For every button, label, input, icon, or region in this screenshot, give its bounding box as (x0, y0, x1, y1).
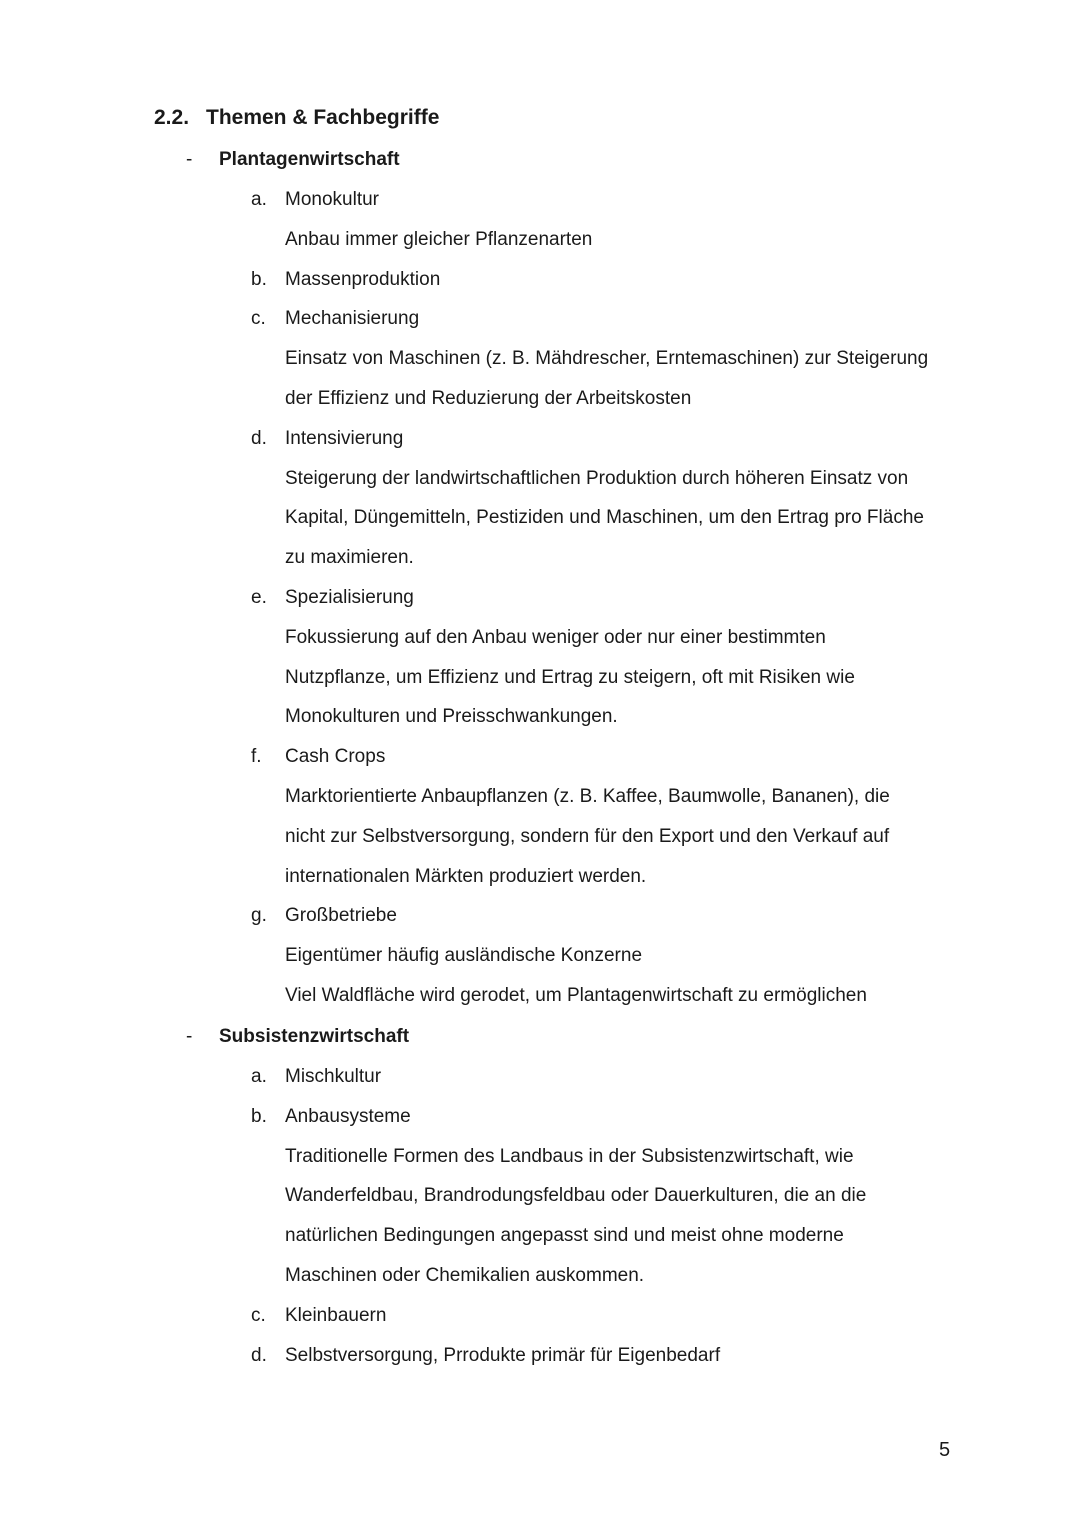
term-text: Kleinbauern (285, 1304, 387, 1326)
list-item (0, 419, 1080, 578)
term-description-line (0, 220, 1080, 260)
topic-title-text: Plantagenwirtschaft (219, 149, 400, 170)
term-description-line (0, 498, 1080, 538)
list-marker: a. (251, 1066, 267, 1087)
term-heading (0, 1097, 1080, 1137)
term-description-line (0, 936, 1080, 976)
description-text: Wanderfeldbau, Brandrodungsfeldbau oder Dauerkulturen, die an die (285, 1185, 867, 1207)
term-description-line (0, 697, 1080, 737)
term-description-line (0, 538, 1080, 578)
description-text: Marktorientierte Anbaupflanzen (z. B. Kaffee, Baumwolle, Bananen), die (285, 785, 890, 807)
topic-title (186, 140, 400, 180)
list-item (0, 180, 1080, 260)
description-text: Fokussierung auf den Anbau weniger oder nur einer bestimmten (285, 626, 826, 648)
description-text: zu maximieren. (285, 547, 414, 569)
term-description-line (0, 777, 1080, 817)
page-number: 5 (939, 1439, 951, 1461)
term-text: Anbausysteme (285, 1105, 411, 1127)
description-text: natürlichen Bedingungen angepasst sind und meist ohne moderne (285, 1225, 844, 1247)
term-heading (0, 737, 1080, 777)
term-description-line (0, 379, 1080, 419)
term-text: Großbetriebe (285, 905, 397, 927)
description-text: Viel Waldfläche wird gerodet, um Plantagenwirtschaft zu ermöglichen (285, 984, 867, 1006)
term-text: Mechanisierung (285, 308, 420, 330)
list-marker: d. (251, 1344, 267, 1366)
section-number: 2.2. (154, 106, 190, 129)
description-text: Einsatz von Maschinen (z. B. Mähdrescher, Erntemaschinen) zur Steigerung (285, 348, 929, 370)
dash-bullet: - (186, 149, 193, 170)
description-text: Monokulturen und Preisschwankungen. (285, 706, 618, 728)
term-heading (0, 1057, 1080, 1097)
description-text: der Effizienz und Reduzierung der Arbeitskosten (285, 387, 692, 409)
list-item (0, 1336, 1080, 1376)
term-heading (0, 896, 1080, 936)
list-item (0, 1296, 1080, 1336)
list-marker: c. (251, 1304, 266, 1326)
list-marker: b. (251, 268, 267, 290)
term-text: Spezialisierung (285, 586, 414, 608)
list-item (0, 578, 1080, 737)
term-heading (0, 299, 1080, 339)
term-description-line (0, 1256, 1080, 1296)
topic-title-text: Subsistenzwirtschaft (219, 1026, 410, 1047)
description-text: internationalen Märkten produziert werden. (285, 865, 647, 887)
term-description-line (0, 976, 1080, 1016)
list-item (0, 1057, 1080, 1097)
term-text: Monokultur (285, 189, 379, 210)
term-text: Intensivierung (285, 427, 404, 449)
list-marker: b. (251, 1105, 267, 1127)
description-text: nicht zur Selbstversorgung, sondern für den Export und den Verkauf auf (285, 825, 890, 847)
term-description-line (0, 857, 1080, 897)
term-list (0, 180, 1080, 1016)
term-heading (0, 260, 1080, 300)
term-heading (0, 180, 1080, 220)
description-text: Eigentümer häufig ausländische Konzerne (285, 945, 643, 967)
term-text: Cash Crops (285, 746, 386, 768)
term-description-line (0, 1137, 1080, 1177)
list-marker: f. (251, 746, 262, 768)
list-item (0, 1097, 1080, 1296)
description-text: Traditionelle Formen des Landbaus in der Subsistenzwirtschaft, wie (285, 1145, 854, 1167)
term-heading (0, 578, 1080, 618)
term-description-line (0, 1176, 1080, 1216)
section-title: Themen & Fachbegriffe (206, 106, 440, 129)
list-marker: e. (251, 586, 267, 608)
term-description-line (0, 658, 1080, 698)
section-heading (154, 102, 439, 134)
term-heading (0, 1336, 1080, 1376)
list-marker: a. (251, 189, 267, 210)
list-marker: d. (251, 427, 267, 449)
description-text: Anbau immer gleicher Pflanzenarten (285, 228, 593, 250)
list-item (0, 299, 1080, 418)
topic-title (186, 1017, 409, 1057)
term-text: Selbstversorgung, Prrodukte primär für Eigenbedarf (285, 1344, 721, 1366)
term-heading (0, 1296, 1080, 1336)
list-item (0, 896, 1080, 1015)
description-text: Maschinen oder Chemikalien auskommen. (285, 1264, 645, 1286)
list-item (0, 260, 1080, 300)
term-description-line (0, 459, 1080, 499)
term-description-line (0, 339, 1080, 379)
term-heading (0, 419, 1080, 459)
term-description-line (0, 618, 1080, 658)
list-marker: c. (251, 308, 266, 330)
term-description-line (0, 817, 1080, 857)
term-description-line (0, 1216, 1080, 1256)
description-text: Nutzpflanze, um Effizienz und Ertrag zu steigern, oft mit Risiken wie (285, 666, 855, 688)
list-item (0, 737, 1080, 896)
list-marker: g. (251, 905, 267, 927)
dash-bullet: - (186, 1026, 193, 1047)
term-text: Massenproduktion (285, 268, 441, 290)
description-text: Steigerung der landwirtschaftlichen Produktion durch höheren Einsatz von (285, 467, 909, 489)
description-text: Kapital, Düngemitteln, Pestiziden und Maschinen, um den Ertrag pro Fläche (285, 507, 924, 529)
term-list (0, 1057, 1080, 1375)
term-text: Mischkultur (285, 1066, 382, 1087)
